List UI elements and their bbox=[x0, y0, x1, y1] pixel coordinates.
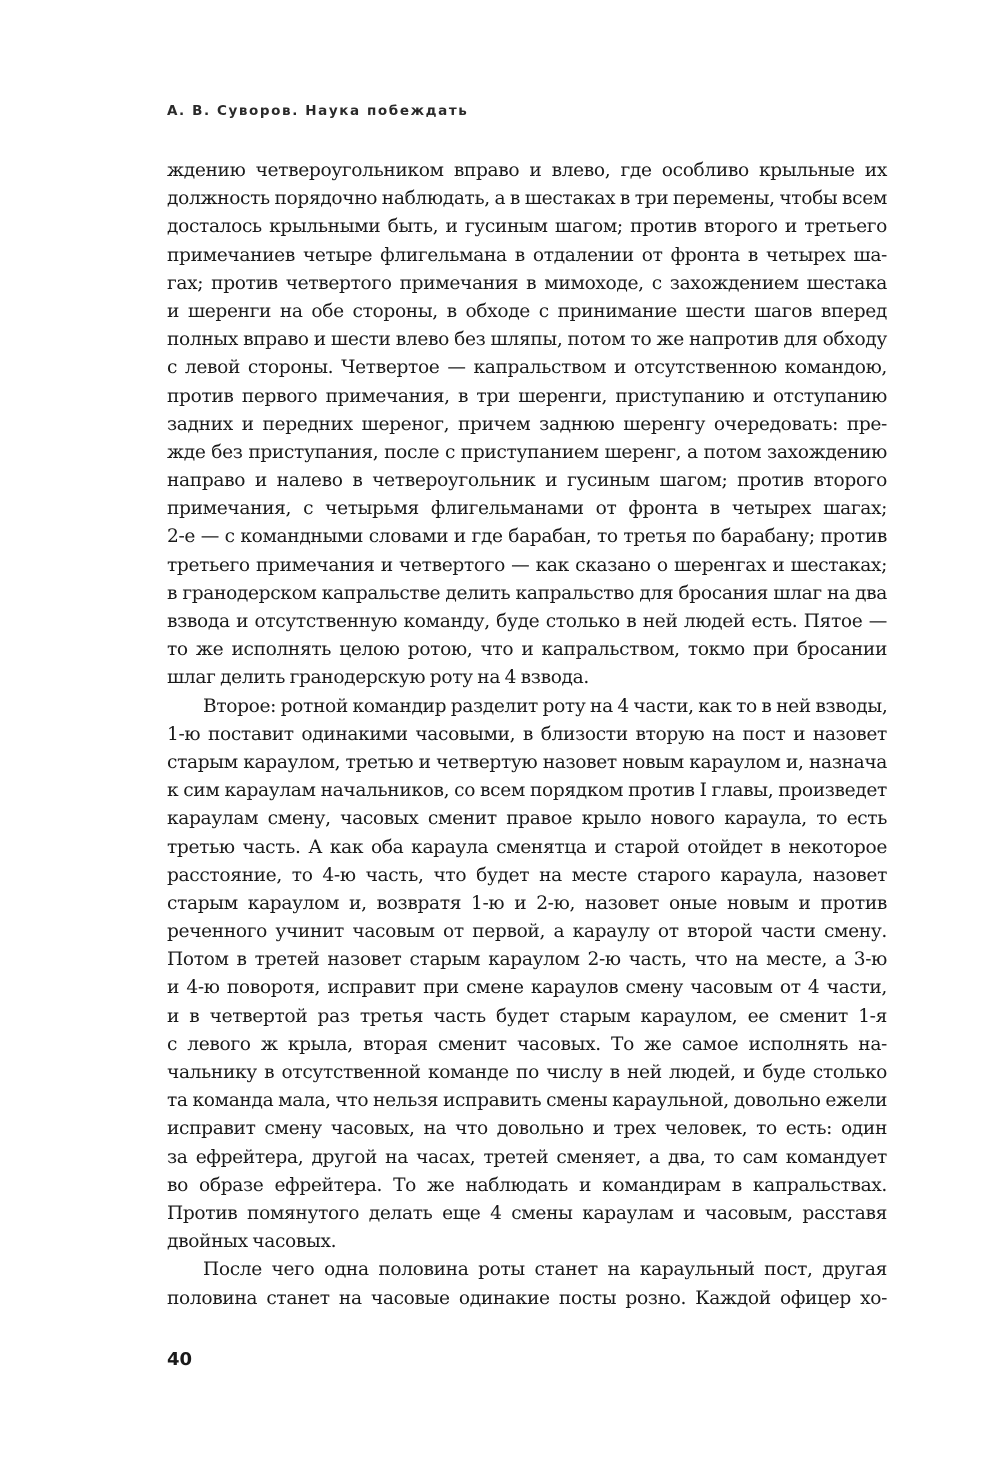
text-line: исправит смену часовых, на что довольно и трех человек, то есть: один bbox=[167, 1118, 887, 1140]
text-line: с левой стороны. Четвертое — капральством и отсутственною командою, bbox=[167, 357, 887, 379]
text-line: жде без приступания, после с приступанием шеренг, а потом захождению bbox=[167, 441, 887, 463]
text-line: то же исполнять целою ротою, что и капральством, токмо при бросании bbox=[167, 639, 887, 661]
text-line: та команда мала, что нельзя исправить смены караульной, довольно ежели bbox=[167, 1090, 887, 1112]
text-line: расстояние, то 4-ю часть, что будет на месте старого караула, назовет bbox=[167, 864, 887, 886]
text-line: за ефрейтера, другой на часах, третей сменяет, а два, то сам командует bbox=[167, 1146, 887, 1168]
text-line: Потом в третей назовет старым караулом 2-ю часть, что на месте, а 3-ю bbox=[167, 949, 887, 971]
text-line: шлаг делить гранодерскую роту на 4 взвода. bbox=[167, 667, 589, 689]
page-number: 40 bbox=[167, 1349, 193, 1370]
text-line: и в четвертой раз третья часть будет старым караулом, ее сменит 1-я bbox=[167, 1005, 887, 1027]
text-line: направо и налево в четвероугольник и гусиным шагом; против второго bbox=[167, 470, 887, 492]
body-text bbox=[167, 157, 887, 1313]
text-line: реченного учинит часовым от первой, а караулу от второй части смену. bbox=[167, 921, 887, 943]
text-line: старым караулом и, возвратя 1-ю и 2-ю, назовет оные новым и против bbox=[167, 892, 887, 914]
text-line: примечания, с четырьмя флигельманами от фронта в четырех шагах; bbox=[167, 498, 887, 520]
text-line: третьего примечания и четвертого — как сказано о шеренгах и шестаках; bbox=[167, 554, 887, 576]
text-line: задних и передних шереног, причем заднюю шеренгу очередовать: пре- bbox=[167, 413, 887, 435]
text-line: во образе ефрейтера. То же наблюдать и командирам в капральствах. bbox=[167, 1174, 887, 1196]
text-line: гах; против четвертого примечания в мимоходе, с захождением шестака bbox=[167, 272, 887, 294]
text-line: досталось крыльными быть, и гусиным шагом; против второго и третьего bbox=[167, 216, 887, 238]
text-line: ждению четвероугольником вправо и влево, где особливо крыльные их bbox=[167, 160, 887, 181]
text-line: к сим караулам начальников, со всем порядком против I главы, произведет bbox=[167, 780, 887, 802]
text-line: должность порядочно наблюдать, а в шестаках в три перемены, чтобы всем bbox=[167, 188, 887, 210]
text-line: караулам смену, часовых сменит правое крыло нового караула, то есть bbox=[167, 808, 887, 830]
text-line: в гранодерском капральстве делить капральство для бросания шлаг на два bbox=[167, 582, 887, 604]
text-line: третью часть. А как оба караула сменятца и старой отойдет в некоторое bbox=[167, 836, 887, 858]
text-line: примечаниев четыре флигельмана в отдалении от фронта в четырех ша- bbox=[167, 244, 887, 266]
text-line: чальнику в отсутственной команде по числу в ней людей, и буде столько bbox=[167, 1062, 887, 1083]
paragraph bbox=[167, 693, 887, 1257]
text-line: 2-е — с командными словами и где барабан, то третья по барабану; против bbox=[167, 526, 887, 548]
text-line: Второе: ротной командир разделит роту на 4 части, как то в ней взводы, bbox=[203, 695, 888, 717]
text-line: старым караулом, третью и четвертую назовет новым караулом и, назнача bbox=[167, 751, 887, 773]
text-line: половина станет на часовые одинакие посты розно. Каждой офицер хо- bbox=[167, 1287, 887, 1309]
text-line: полных вправо и шести влево без шляпы, потом то же напротив для обходу bbox=[167, 329, 887, 351]
text-line: с левого ж крыла, вторая сменит часовых. То же самое исполнять на- bbox=[167, 1033, 887, 1055]
running-head: А. В. Суворов. Наука побеждать bbox=[167, 103, 469, 119]
text-line: взвода и отсутственную команду, буде столько в ней людей есть. Пятое — bbox=[167, 611, 887, 632]
text-line: После чего одна половина роты станет на караульный пост, другая bbox=[203, 1259, 887, 1281]
paragraph bbox=[167, 157, 887, 693]
text-line: Против помянутого делать еще 4 смены караулам и часовым, расставя bbox=[167, 1202, 887, 1224]
text-line: двойных часовых. bbox=[167, 1231, 337, 1253]
text-line: и 4-ю поворотя, исправит при смене караулов смену часовым от 4 части, bbox=[167, 977, 887, 999]
text-line: и шеренги на обе стороны, в обходе с принимание шести шагов вперед bbox=[167, 300, 887, 322]
text-line: 1-ю поставит одинакими часовыми, в близости вторую на пост и назовет bbox=[167, 723, 887, 745]
paragraph bbox=[167, 1256, 887, 1312]
text-line: против первого примечания, в три шеренги, приступанию и отступанию bbox=[167, 385, 887, 407]
